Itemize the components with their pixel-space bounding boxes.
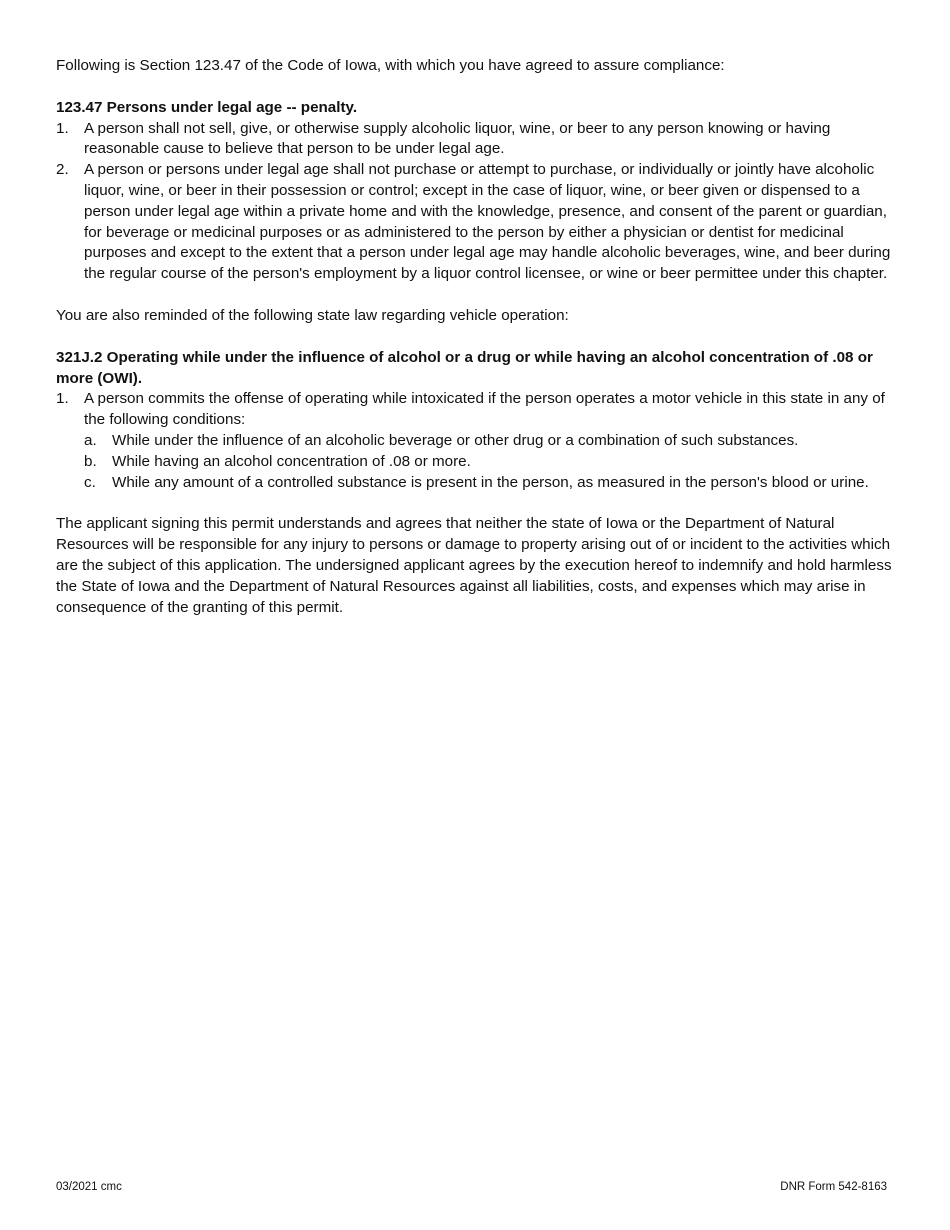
condition-item-a — [84, 431, 896, 452]
item-number: 1. — [56, 390, 69, 408]
vehicle-reminder-paragraph: You are also reminded of the following state law regarding vehicle operation: — [56, 306, 569, 324]
section-123-47-heading: 123.47 Persons under legal age -- penalty. — [56, 98, 358, 116]
section-321j-2-item-1 — [56, 389, 896, 493]
item-text: A person or persons under legal age shall not purchase or attempt to purchase, or individually or jointly have alcoholic liquor, wine, or beer in their possession or control; except in the case of liquor, wine, or beer given or dispensed to a person under legal age within a private home and with the knowledge, presence, and consent of the parent or guardian, for beverage or medicinal purposes or as administered to the person by either a physician or dentist for medicinal purposes and except to the extent that a person under legal age may handle alcoholic beverages, wine, and beer during the regular course of the person's employment by a liquor control licensee, or wine or beer permittee under this chapter. — [84, 161, 891, 283]
condition-item-c — [84, 473, 896, 494]
section-321j-2-list — [56, 389, 896, 493]
liability-paragraph: The applicant signing this permit understands and agrees that neither the state of Iowa or the Department of Natural Resources will be responsible for any injury to persons or damage to property arising out of or incident to the activities which are the subject of this application. The undersigned applicant agrees by the execution hereof to indemnify and hold harmless the State of Iowa and the Department of Natural Resources against all liabilities, costs, and expenses which may arise in consequence of the granting of this permit. — [56, 515, 892, 616]
item-number: 2. — [56, 161, 69, 179]
section-123-47-list — [56, 119, 896, 285]
spacer — [56, 285, 896, 306]
spacer — [56, 327, 896, 348]
item-text: While having an alcohol concentration of .08 or more. — [112, 452, 471, 470]
conditions-list — [84, 431, 896, 493]
item-text: While any amount of a controlled substance is present in the person, as measured in the person's blood or urine. — [112, 473, 869, 491]
item-letter: b. — [84, 452, 97, 470]
item-letter: a. — [84, 431, 97, 449]
item-number: 1. — [56, 119, 69, 137]
section-123-47-item-1 — [56, 119, 896, 161]
item-letter: c. — [84, 473, 96, 491]
section-321j-2-heading: 321J.2 Operating while under the influence of alcohol or a drug or while having an alcohol concentration of .08 or more (OWI). — [56, 348, 873, 387]
item-text: A person commits the offense of operating while intoxicated if the person operates a motor vehicle in this state in any of the following conditions: — [84, 390, 885, 429]
document-page — [56, 56, 896, 618]
spacer — [56, 493, 896, 514]
item-text: While under the influence of an alcoholic beverage or other drug or a combination of such substances. — [112, 431, 799, 449]
section-123-47-item-2 — [56, 160, 896, 285]
intro-paragraph: Following is Section 123.47 of the Code of Iowa, with which you have agreed to assure compliance: — [56, 57, 725, 74]
condition-item-b — [84, 452, 896, 473]
footer-revision-date: 03/2021 cmc — [56, 1181, 122, 1193]
footer-form-number: DNR Form 542-8163 — [780, 1181, 887, 1193]
item-text: A person shall not sell, give, or otherwise supply alcoholic liquor, wine, or beer to any person knowing or having reasonable cause to believe that person to be under legal age. — [84, 119, 831, 158]
